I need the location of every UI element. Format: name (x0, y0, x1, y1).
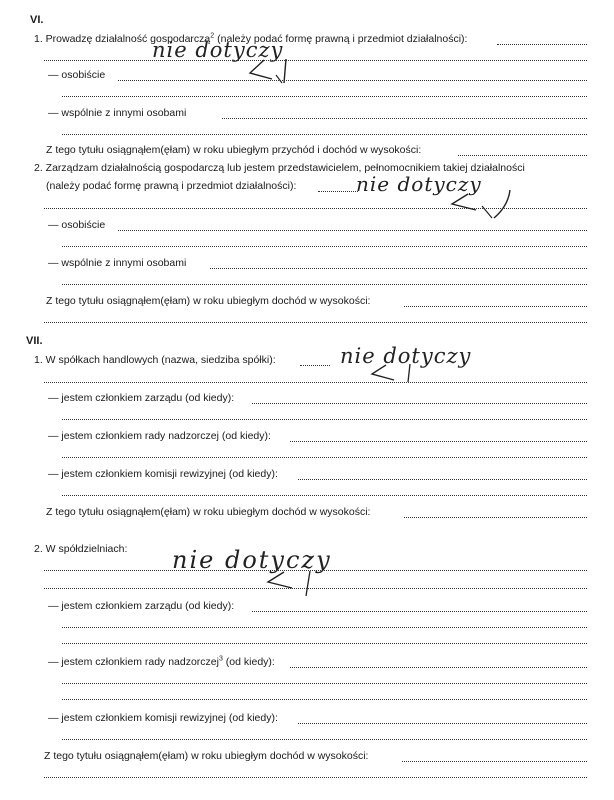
vi-item2-wspolnie-line-2[interactable] (62, 284, 587, 285)
vi-item2-answer-line[interactable] (318, 191, 358, 192)
vi-item2-osobiscie-line[interactable] (118, 230, 587, 231)
handwritten-entry-1: nie dotyczy (152, 38, 284, 62)
vii-item1-question: 1. W spółkach handlowych (nazwa, siedziba spółki): (34, 354, 276, 366)
vii-item2-rada-line-2[interactable] (62, 683, 587, 684)
vi-item1-question: 1. Prowadzę działalność gospodarczą$^2$ (należy podać formę prawną i przedmiot działalności): (34, 32, 468, 45)
vii-item2-zarzad-line-3[interactable] (62, 643, 587, 644)
vi-item1-income-line[interactable] (458, 155, 587, 156)
vii-item1-zarzad-line[interactable] (252, 403, 587, 404)
vii-item1-rada-line[interactable] (290, 441, 587, 442)
vi-item1-wspolnie-line[interactable] (222, 118, 587, 119)
vii-item1-zarzad-label: — jestem członkiem zarządu (od kiedy): (48, 392, 235, 404)
vii-item1-zarzad-line-2[interactable] (62, 419, 587, 420)
vii-item1-rada-label: — jestem członkiem rady nadzorczej (od kiedy): (48, 430, 271, 442)
vi-item1-wspolnie-label: — wspólnie z innymi osobami (48, 107, 187, 119)
vi-item2-osobiscie-label: — osobiście (48, 219, 106, 231)
vii-item2-income-line[interactable] (402, 761, 587, 762)
vii-item1-komisja-line[interactable] (298, 479, 587, 480)
handwritten-tick-3 (366, 362, 436, 388)
vii-item2-income-label: Z tego tytułu osiągnąłem(ęłam) w roku ubiegłym dochód w wysokości: (44, 750, 369, 762)
vi-item2-wspolnie-line[interactable] (210, 268, 587, 269)
handwritten-entry-4: nie dotyczy (172, 546, 332, 574)
vi-item2-osobiscie-line-2[interactable] (62, 246, 587, 247)
vi-item1-answer-line[interactable] (497, 44, 587, 45)
handwritten-entry-3: nie dotyczy (340, 344, 472, 368)
section-vi-heading: VI. (30, 14, 44, 26)
vii-item2-zarzad-line[interactable] (252, 611, 587, 612)
vii-item1-answer-line-2[interactable] (44, 382, 587, 383)
vi-item1-osobiscie-line-2[interactable] (62, 96, 587, 97)
section-vii-heading: VII. (26, 335, 43, 347)
handwritten-entry-2: nie dotyczy (356, 172, 482, 196)
vii-item1-income-line[interactable] (404, 517, 587, 518)
vii-item2-zarzad-line-2[interactable] (62, 627, 587, 628)
vii-item1-komisja-line-2[interactable] (62, 495, 587, 496)
vii-item2-rada-line-3[interactable] (62, 699, 587, 700)
vi-item2-question-line1: 2. Zarządzam działalnością gospodarczą lub jestem przedstawicielem, pełnomocnikiem takiej działalności (34, 162, 525, 174)
vii-item2-income-line-2[interactable] (44, 777, 587, 778)
handwritten-tick-2 (448, 188, 528, 222)
vii-item2-rada-line[interactable] (290, 667, 587, 668)
vii-item2-komisja-label: — jestem członkiem komisji rewizyjnej (od kiedy): (48, 712, 278, 724)
vi-item2-income-label: Z tego tytułu osiągnąłem(ęłam) w roku ubiegłym dochód w wysokości: (46, 295, 371, 307)
vi-item2-income-line-2[interactable] (44, 322, 587, 323)
vii-item2-question: 2. W spółdzielniach: (34, 543, 128, 555)
vii-item1-income-label: Z tego tytułu osiągnąłem(ęłam) w roku ubiegłym dochód w wysokości: (46, 506, 371, 518)
vii-item1-komisja-label: — jestem członkiem komisji rewizyjnej (od kiedy): (48, 468, 278, 480)
vii-item1-rada-line-2[interactable] (62, 457, 587, 458)
vii-item1-answer-line[interactable] (300, 365, 330, 366)
vi-item1-osobiscie-line[interactable] (118, 80, 587, 81)
vi-item1-osobiscie-label: — osobiście (48, 69, 106, 81)
vi-item2-income-line[interactable] (404, 306, 587, 307)
handwritten-tick-1 (246, 55, 326, 87)
vii-item2-komisja-line-2[interactable] (62, 739, 587, 740)
vi-item1-income-label: Z tego tytułu osiągnąłem(ęłam) w roku ubiegłym przychód i dochód w wysokości: (46, 144, 422, 156)
vii-item2-rada-label: — jestem członkiem rady nadzorczej$^3$ (od kiedy): (48, 655, 275, 668)
vii-item2-komisja-line[interactable] (298, 723, 587, 724)
handwritten-tick-4 (262, 568, 332, 600)
vii-item2-zarzad-label: — jestem członkiem zarządu (od kiedy): (48, 600, 235, 612)
vi-item2-wspolnie-label: — wspólnie z innymi osobami (48, 257, 187, 269)
vi-item2-question-line2: (należy podać formę prawną i przedmiot działalności): (46, 180, 297, 192)
vi-item1-wspolnie-line-2[interactable] (62, 134, 587, 135)
